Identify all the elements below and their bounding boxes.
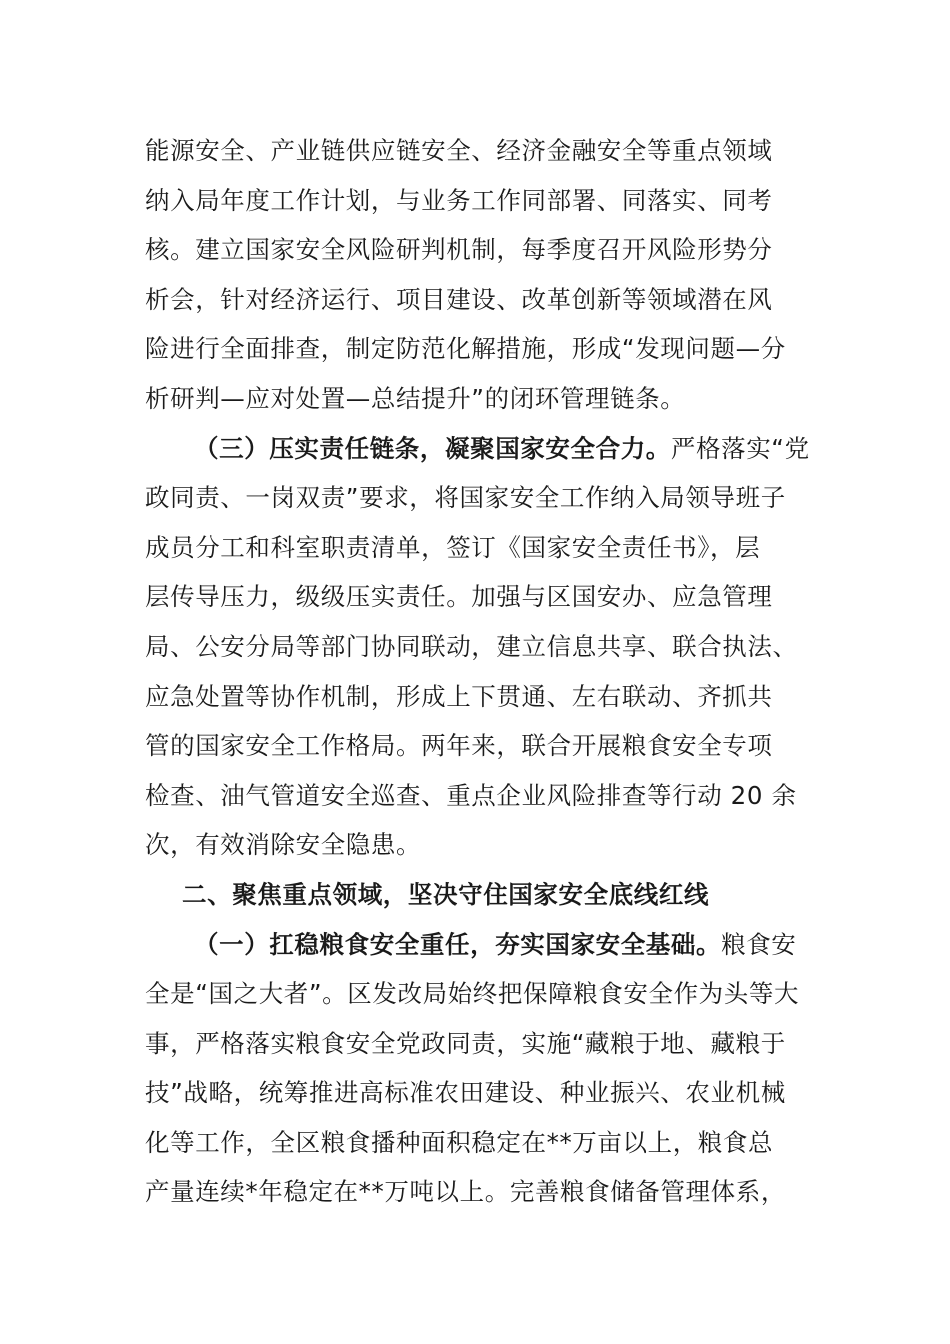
text-line: 险进行全面排查，制定防范化解措施，形成“发现问题—分: [145, 334, 786, 364]
paragraph-start-line: （三）压实责任链条，凝聚国家安全合力。严格落实“党: [194, 433, 810, 463]
subsection-heading: （一）扛稳粮食安全重任，夯实国家安全基础。: [194, 929, 722, 959]
text-line: 政同责、一岗双责”要求，将国家安全工作纳入局领导班子: [145, 483, 786, 513]
text-line: 析研判—应对处置—总结提升”的闭环管理链条。: [145, 383, 686, 413]
text-line: 层传导压力，级级压实责任。加强与区国安办、应急管理: [145, 582, 773, 612]
text-line: 管的国家安全工作格局。两年来，联合开展粮食安全专项: [145, 731, 773, 761]
text-line: 事，严格落实粮食安全党政同责，实施“藏粮于地、藏粮于: [145, 1028, 786, 1058]
text-line: 能源安全、产业链供应链安全、经济金融安全等重点领域: [145, 136, 773, 165]
text-line: 核。建立国家安全风险研判机制，每季度召开风险形势分: [145, 235, 773, 265]
text-line: 纳入局年度工作计划，与业务工作同部署、同落实、同考: [145, 185, 773, 215]
body-text: [145, 126, 810, 1217]
section-heading-line: [145, 870, 810, 920]
text-line: 成员分工和科室职责清单，签订《国家安全责任书》，层: [145, 532, 761, 562]
text-line: 次，有效消除安全隐患。: [145, 830, 422, 860]
paragraph-start-line: （一）扛稳粮食安全重任，夯实国家安全基础。粮食安: [194, 929, 797, 959]
text-line: 技”战略，统筹推进高标准农田建设、种业振兴、农业机械: [145, 1078, 786, 1108]
text-line: 全是“国之大者”。区发改局始终把保障粮食安全作为头等大: [145, 979, 800, 1009]
subsection-heading: （三）压实责任链条，凝聚国家安全合力。: [194, 433, 671, 463]
text-line: 化等工作，全区粮食播种面积稳定在**万亩以上，粮食总: [145, 1127, 774, 1157]
text-line: 产量连续*年稳定在**万吨以上。完善粮食储备管理体系，: [145, 1177, 786, 1207]
text-line: 应急处置等协作机制，形成上下贯通、左右联动、齐抓共: [145, 681, 773, 711]
section-heading: 二、聚焦重点领域，坚决守住国家安全底线红线: [182, 879, 710, 909]
text-line: 析会，针对经济运行、项目建设、改革创新等领域潜在风: [145, 284, 773, 314]
text-line: 局、公安分局等部门协同联动，建立信息共享、联合执法、: [145, 631, 798, 661]
text-line: 检查、油气管道安全巡查、重点企业风险排查等行动 20 余: [145, 780, 797, 810]
